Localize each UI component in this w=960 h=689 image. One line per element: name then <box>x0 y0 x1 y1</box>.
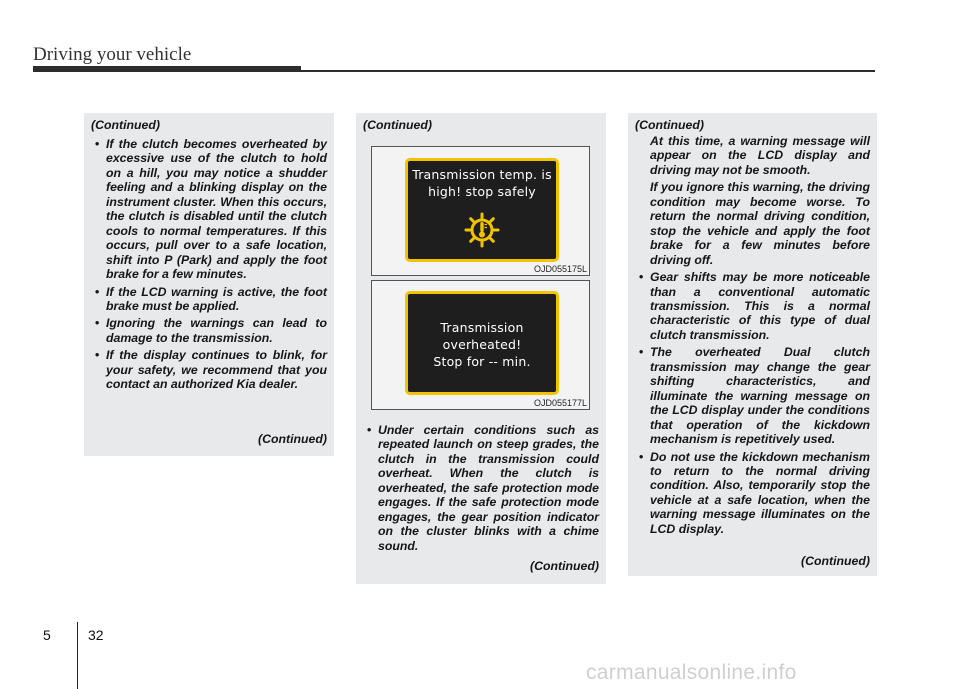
figure-lcd-overheated <box>371 280 590 410</box>
bullet-item: • Under certain conditions such as repeated launch on steep grades, the clutch in the transmission could overheat. When the clutch is overheated, the safe protection mode engages. If the safe protection mode engages, the gear position indicator on the cluster blinks with a chime sound. <box>363 423 599 553</box>
bullet-item: • Do not use the kickdown mechanism to return to the normal driving condition. Also, temporarily stop the vehicle at a safe location, when the warning message illuminates on the LCD display. <box>635 450 870 537</box>
bullet-list-left <box>91 134 327 392</box>
paragraph: At this time, a warning message will appear on the LCD display and driving may not be smooth. <box>650 134 870 177</box>
figure-code: OJD055175L <box>533 264 587 274</box>
lcd-text-line: high! stop safely <box>428 184 536 199</box>
bullet-item: • The overheated Dual clutch transmission may change the gear shifting characteristics, and illuminate the warning message on the LCD display under the conditions that operation of the kickdown mechanism is repetitively used. <box>635 345 870 446</box>
bullet-item: • Ignoring the warnings can lead to damage to the transmission. <box>91 316 327 345</box>
gear-thermometer-warning-icon <box>464 212 500 248</box>
continued-label-bottom: (Continued) <box>801 554 870 568</box>
watermark: carmanualsonline.info <box>586 661 797 684</box>
lcd-display <box>405 291 559 395</box>
lcd-display <box>405 158 559 262</box>
section-number: 5 <box>43 627 51 643</box>
page-header-title: Driving your vehicle <box>33 44 192 65</box>
lcd-text-line: Stop for -- min. <box>433 354 531 369</box>
figure-code: OJD055177L <box>533 398 587 408</box>
continued-label-top: (Continued) <box>363 118 432 132</box>
header-rule-thick <box>33 66 301 72</box>
continued-label-top: (Continued) <box>91 118 160 132</box>
paragraph: If you ignore this warning, the driving condition may become worse. To return the normal driving condition, stop the vehicle and apply the foot brake for a few minutes before driving off. <box>650 180 870 267</box>
bullet-list-middle <box>363 420 599 553</box>
bullet-item: • If the clutch becomes overheated by excessive use of the clutch to hold on a hill, you may notice a shudder feeling and a blinking display on the instrument cluster. When this occurs, the clutch is disabled until the clutch cools to normal temperatures. If this occurs, pull over to a safe location, shift into P (Park) and apply the foot brake for a few minutes. <box>91 137 327 282</box>
continued-label-top: (Continued) <box>635 118 704 132</box>
bullet-item: • Gear shifts may be more noticeable than a conventional automatic transmission. This is a normal characteristic of this type of dual clutch transmission. <box>635 270 870 342</box>
lcd-text-line: Transmission <box>440 320 524 335</box>
continued-label-bottom: (Continued) <box>530 559 599 573</box>
page-number: 32 <box>88 627 104 643</box>
bullet-item: • If the LCD warning is active, the foot brake must be applied. <box>91 285 327 314</box>
figure-lcd-temp-warning <box>371 146 590 276</box>
bullet-item: • If the display continues to blink, for your safety, we recommend that you contact an authorized Kia dealer. <box>91 348 327 391</box>
footer-divider <box>77 622 78 689</box>
continued-label-bottom: (Continued) <box>258 432 327 446</box>
lcd-text-line: overheated! <box>442 337 522 352</box>
text-block-right <box>635 134 870 536</box>
header-rule-thin <box>301 70 875 72</box>
lcd-text-line: Transmission temp. is <box>412 167 552 182</box>
